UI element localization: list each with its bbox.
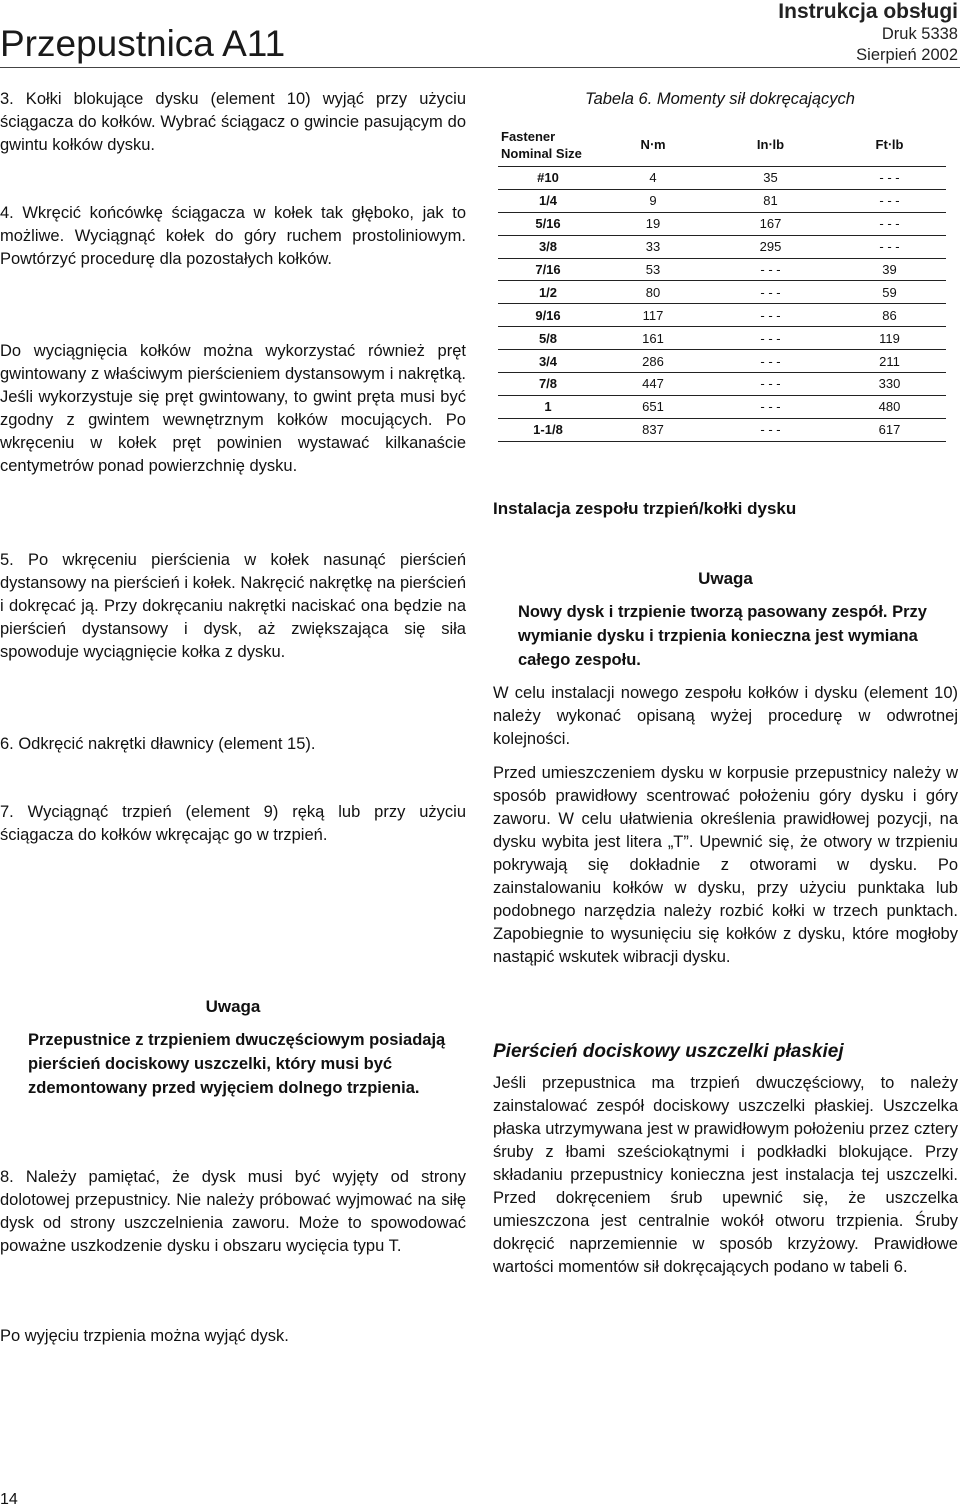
- doc-type: Instrukcja obsługi: [778, 0, 958, 23]
- note-text-left: Przepustnice z trzpieniem dwuczęściowym posiadają pierścień dociskowy uszczelki, który musi być zdemontowany przed wyjęciem dolnego trzpienia.: [28, 1031, 446, 1097]
- cell-size: #10: [498, 167, 598, 190]
- cell-ftlb: 617: [833, 418, 946, 441]
- cell-ftlb: 330: [833, 373, 946, 396]
- cell-inlb: - - -: [708, 327, 833, 350]
- cell-size: 3/4: [498, 350, 598, 373]
- cell-size: 5/8: [498, 327, 598, 350]
- cell-size: 1/4: [498, 189, 598, 212]
- step-3: 3. Kołki blokujące dysku (element 10) wyjąć przy użyciu ściągacza do kołków. Wybrać ściągacz o gwincie pasującym do gwintu kołków dysku.: [0, 90, 466, 154]
- table-row: [498, 327, 946, 350]
- header-meta: [778, 0, 958, 66]
- cell-size: 1: [498, 395, 598, 418]
- table-row: [498, 235, 946, 258]
- cell-ftlb: 59: [833, 281, 946, 304]
- cell-size: 5/16: [498, 212, 598, 235]
- cell-nm: 651: [598, 395, 708, 418]
- cell-inlb: 35: [708, 167, 833, 190]
- cell-inlb: 295: [708, 235, 833, 258]
- install-heading: Instalacja zespołu trzpień/kołki dysku: [493, 499, 797, 518]
- cell-inlb: - - -: [708, 304, 833, 327]
- cell-inlb: 167: [708, 212, 833, 235]
- table-row: [498, 395, 946, 418]
- cell-ftlb: 39: [833, 258, 946, 281]
- page-title: Przepustnica A11: [0, 23, 286, 64]
- cell-nm: 161: [598, 327, 708, 350]
- cell-ftlb: - - -: [833, 189, 946, 212]
- cell-nm: 33: [598, 235, 708, 258]
- cell-size: 9/16: [498, 304, 598, 327]
- note-text-right: Nowy dysk i trzpienie tworzą pasowany zespół. Przy wymianie dysku i trzpienia konieczna jest wymiana całego zespołu.: [518, 603, 927, 669]
- cell-ftlb: 211: [833, 350, 946, 373]
- cell-nm: 19: [598, 212, 708, 235]
- cell-nm: 80: [598, 281, 708, 304]
- step-8: 8. Należy pamiętać, że dysk musi być wyjęty od strony dolotowej przepustnicy. Nie należy próbować wyjmować na siłę dysk od strony uszczelnienia zaworu. Może to spowodować poważne uszkodzenie dysku i obszaru wycięcia typu T.: [0, 1168, 466, 1255]
- cell-inlb: - - -: [708, 418, 833, 441]
- torque-table: [498, 124, 946, 442]
- header-divider: [0, 67, 960, 68]
- alternative-method: Do wyciągnięcia kołków można wykorzystać również pręt gwintowany z właściwym pierścieniem dystansowym i nakrętką. Jeśli wykorzystuje się pręt gwintowany, to gwint pręta musi być zgodny z gwintem wewnętrznym kołków mocujących. Po wkręceniu w kołek pręt powinien wystawać kilkanaście centymetrów ponad powierzchnię dysku.: [0, 342, 466, 475]
- col-header-inlb: In⋅lb: [708, 124, 833, 167]
- note-title-left: Uwaga: [205, 997, 261, 1016]
- final-note: Po wyjęciu trzpienia można wyjąć dysk.: [0, 1327, 289, 1345]
- table-row: [498, 258, 946, 281]
- table-header-row: [498, 124, 946, 167]
- table-row: [498, 418, 946, 441]
- cell-size: 7/16: [498, 258, 598, 281]
- cell-size: 3/8: [498, 235, 598, 258]
- cell-ftlb: - - -: [833, 167, 946, 190]
- cell-ftlb: - - -: [833, 212, 946, 235]
- col-header-nm: N⋅m: [598, 124, 708, 167]
- step-7: 7. Wyciągnąć trzpień (element 9) ręką lub przy użyciu ściągacza do kołków wkręcając go w trzpień.: [0, 803, 466, 844]
- cell-size: 7/8: [498, 373, 598, 396]
- publication-date: Sierpień 2002: [856, 46, 958, 64]
- cell-ftlb: 86: [833, 304, 946, 327]
- step-6: 6. Odkręcić nakrętki dławnicy (element 15).: [0, 735, 316, 753]
- page-number: 14: [0, 1491, 18, 1508]
- note-title-right: Uwaga: [698, 569, 753, 588]
- cell-inlb: - - -: [708, 281, 833, 304]
- print-number: Druk 5338: [881, 25, 958, 43]
- cell-inlb: - - -: [708, 258, 833, 281]
- cell-nm: 117: [598, 304, 708, 327]
- cell-nm: 53: [598, 258, 708, 281]
- table-row: [498, 350, 946, 373]
- cell-size: 1-1/8: [498, 418, 598, 441]
- cell-ftlb: 119: [833, 327, 946, 350]
- cell-size: 1/2: [498, 281, 598, 304]
- col-header-size-line2: Nominal Size: [501, 146, 582, 161]
- cell-inlb: - - -: [708, 395, 833, 418]
- step-5: 5. Po wkręceniu pierścienia w kołek nasunąć pierścień dystansowy na pierścień i kołek. Nakręcić nakrętkę na pierścień i dokręcać ją. Przy dokręcaniu nakrętki naciskać ona będzie na pierścień dystansowy i dysk, aż zwiększająca się siła spowoduje wyciągnięcie kołka z dysku.: [0, 551, 466, 661]
- cell-inlb: - - -: [708, 350, 833, 373]
- cell-nm: 286: [598, 350, 708, 373]
- table-row: [498, 212, 946, 235]
- cell-nm: 837: [598, 418, 708, 441]
- install-paragraph-2: Przed umieszczeniem dysku w korpusie przepustnicy należy w sposób prawidłowy scentrować położeniu góry dysku i góry zaworu. W celu ułatwienia określenia prawidłowej pozycji, na dysku wybita jest litera „T”. Upewnić się, że otwory w trzpieniu pokrywają się dokładnie z otworami w dysku. Po zainstalowaniu kołków w dysku, przy użyciu punktaka lub podobnego narzędzia należy rozbić kołki w trzech punktach. Zapobiegnie to wysunięciu się kołków z dysku, które mogłoby nastąpić wskutek wibracji dysku.: [493, 764, 958, 966]
- cell-inlb: - - -: [708, 373, 833, 396]
- cell-nm: 447: [598, 373, 708, 396]
- section-heading: Pierścień dociskowy uszczelki płaskiej: [493, 1041, 844, 1062]
- cell-inlb: 81: [708, 189, 833, 212]
- cell-ftlb: - - -: [833, 235, 946, 258]
- col-header-ftlb: Ft⋅lb: [833, 124, 946, 167]
- table-row: [498, 189, 946, 212]
- table-caption: Tabela 6. Momenty sił dokręcających: [585, 90, 855, 108]
- cell-nm: 9: [598, 189, 708, 212]
- col-header-size: [498, 124, 598, 167]
- step-4: 4. Wkręcić końcówkę ściągacza w kołek tak głęboko, jak to możliwe. Wyciągnąć kołek do góry ruchem prostoliniowym. Powtórzyć procedurę dla pozostałych kołków.: [0, 204, 466, 268]
- cell-nm: 4: [598, 167, 708, 190]
- table-row: [498, 304, 946, 327]
- table-row: [498, 167, 946, 190]
- table-row: [498, 373, 946, 396]
- cell-ftlb: 480: [833, 395, 946, 418]
- col-header-size-line1: Fastener: [501, 129, 556, 144]
- table-row: [498, 281, 946, 304]
- install-paragraph-1: W celu instalacji nowego zespołu kołków i dysku (element 10) należy wykonać opisaną wyżej procedurę w odwrotnej kolejności.: [493, 684, 958, 748]
- gasket-paragraph: Jeśli przepustnica ma trzpień dwuczęściowy, to należy zainstalować zespół dociskowy uszczelki płaskiej. Uszczelka płaska utrzymywana jest w prawidłowym położeniu przez cztery śruby z łbami sześciokątnymi i podkładki blokujące. Przy składaniu przepustnicy konieczna jest instalacja tej uszczelki. Przed dokręceniem śrub upewnić się, że uszczelka umieszczona jest centralnie wokół otworu trzpienia. Śruby dokręcić naprzemiennie w sposób krzyżowy. Prawidłowe wartości momentów sił dokręcających podano w tabeli 6.: [493, 1074, 958, 1276]
